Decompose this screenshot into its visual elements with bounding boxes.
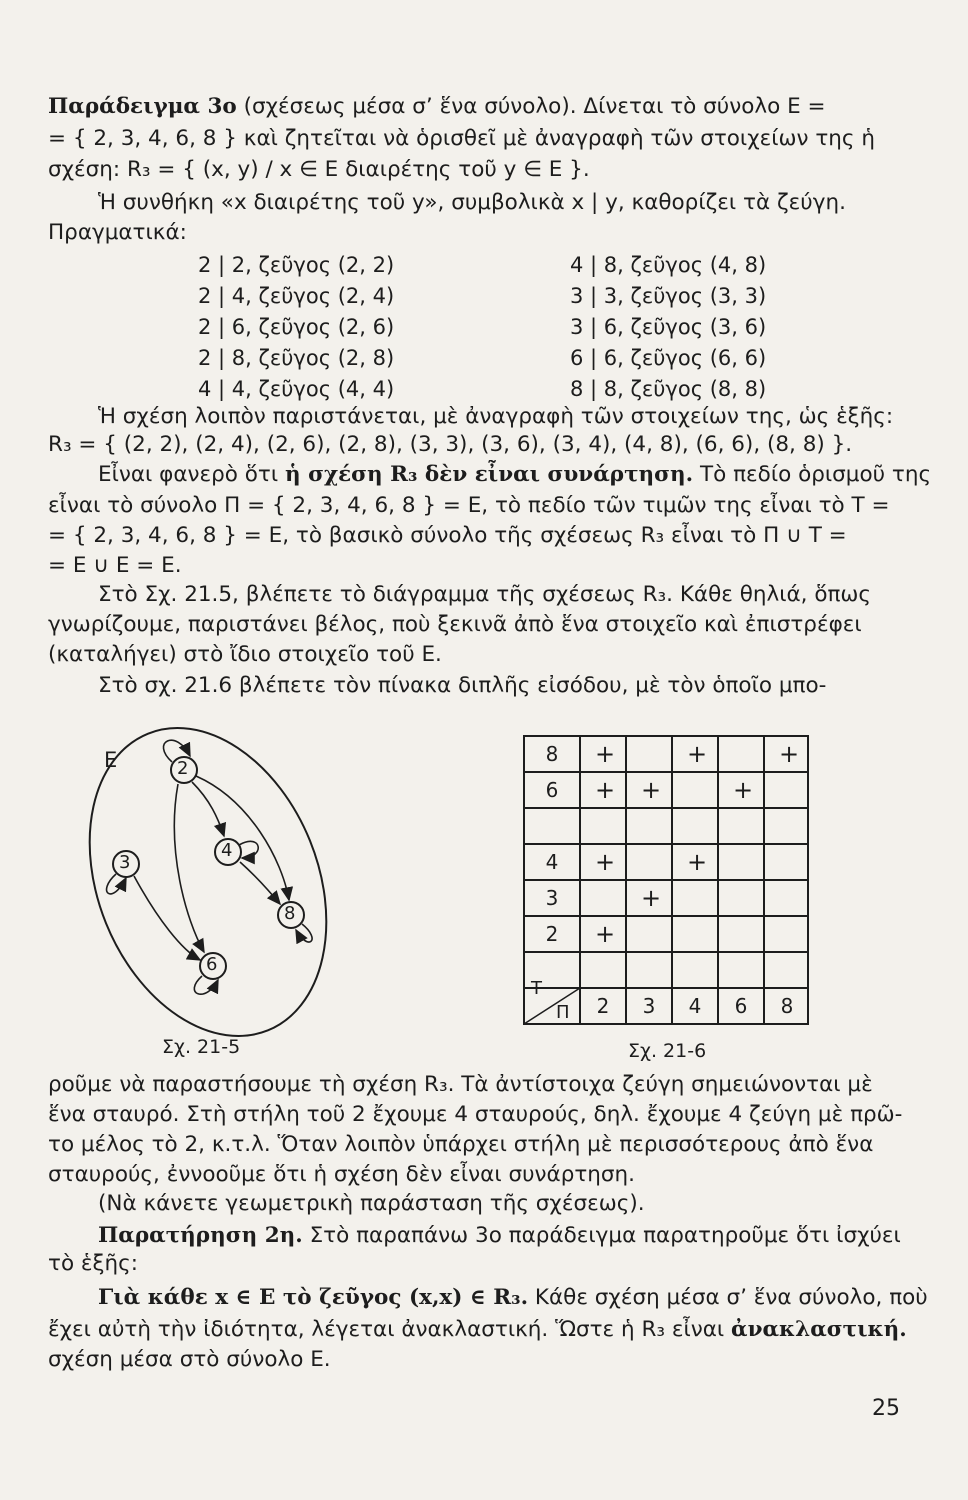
cross-mark-8-8: + — [779, 740, 800, 768]
set-ellipse — [46, 692, 370, 1071]
pair-item: 3 | 6, ζεῦγος (3, 6) — [570, 315, 767, 339]
text-line: Στὸ σχ. 21.6 βλέπετε τὸν πίνακα διπλῆς εἰσόδου, μὲ τὸν ὁποῖο μπο- — [98, 673, 827, 698]
col-label: 8 — [780, 994, 794, 1018]
text-line: Εἶναι φανερὸ ὅτι ἡ σχέση R₃ δὲν εἶναι συνάρτηση. Τὸ πεδίο ὁρισμοῦ της — [98, 462, 932, 487]
text-line: σταυρούς, ἐννοοῦμε ὅτι ἡ σχέση δὲν εἶναι συνάρτηση. — [48, 1162, 636, 1187]
pair-item: 2 | 8, ζεῦγος (2, 8) — [198, 346, 395, 370]
pair-item: 3 | 3, ζεῦγος (3, 3) — [570, 284, 767, 308]
cross-mark-2-4: + — [595, 848, 616, 876]
pair-item: 8 | 8, ζεῦγος (8, 8) — [570, 377, 767, 401]
figure-caption-21-6: Σχ. 21-6 — [628, 1040, 707, 1062]
cross-mark-3-6: + — [641, 776, 662, 804]
text-line: Γιὰ κάθε x ∈ Ε τὸ ζεῦγος (x,x) ∈ R₃. Κάθε σχέση μέσα σ’ ἕνα σύνολο, ποὺ — [98, 1285, 928, 1310]
pair-item: 2 | 6, ζεῦγος (2, 6) — [198, 315, 395, 339]
text-line: (Νὰ κάνετε γεωμετρικὴ παράσταση τῆς σχέσεως). — [98, 1191, 645, 1216]
corner-label-values: Τ — [531, 978, 542, 999]
text-line: Ἡ σχέση λοιπὸν παριστάνεται, μὲ ἀναγραφὴ τῶν στοιχείων της, ὡς ἑξῆς: — [98, 404, 894, 429]
relation-set-line: R₃ = { (2, 2), (2, 4), (2, 6), (2, 8), (3, 3), (3, 6), (3, 4), (4, 8), (6, 6), (8, 8) }. — [48, 432, 853, 457]
node-label: 8 — [284, 903, 296, 924]
remark-label: Παρατήρηση 2η. — [98, 1223, 303, 1248]
row-label: 3 — [545, 886, 559, 910]
text-line: = { 2, 3, 4, 6, 8 } = Ε, τὸ βασικὸ σύνολο τῆς σχέσεως R₃ εἶναι τὸ Π ∪ Τ = — [48, 523, 847, 548]
text-line: ἕνα σταυρό. Στὴ στήλη τοῦ 2 ἔχουμε 4 σταυρούς, δηλ. ἔχουμε 4 ζεύγη μὲ πρῶ- — [48, 1102, 903, 1127]
row-label: 8 — [545, 742, 559, 766]
col-label: 2 — [596, 994, 610, 1018]
example-heading-line: Παράδειγμα 3ο (σχέσεως μέσα σ’ ἕνα σύνολο). Δίνεται τὸ σύνολο Ε = — [48, 94, 826, 119]
pair-item: 6 | 6, ζεῦγος (6, 6) — [570, 346, 767, 370]
example-label: Παράδειγμα 3ο — [48, 94, 237, 119]
node-label: 6 — [206, 954, 218, 975]
page-number: 25 — [872, 1396, 900, 1421]
loop-4 — [239, 841, 258, 858]
reflexive-condition: Γιὰ κάθε x ∈ Ε τὸ ζεῦγος (x,x) ∈ R₃. — [98, 1285, 529, 1310]
cross-mark-3-3: + — [641, 884, 662, 912]
cross-mark-2-6: + — [595, 776, 616, 804]
cross-mark-6-6: + — [733, 776, 754, 804]
text-line: Πραγματικά: — [48, 220, 187, 245]
arrow-2-8 — [196, 776, 289, 900]
cross-mark-2-2: + — [595, 920, 616, 948]
text-line: ροῦμε νὰ παραστήσουμε τὴ σχέση R₃. Τὰ ἀντίστοιχα ζεύγη σημειώνονται μὲ — [48, 1072, 873, 1097]
text-line: Στὸ Σχ. 21.5, βλέπετε τὸ διάγραμμα τῆς σχέσεως R₃. Κάθε θηλιά, ὅπως — [98, 582, 872, 607]
col-label: 4 — [688, 994, 702, 1018]
arrow-2-6 — [174, 784, 204, 952]
node-label: 2 — [177, 758, 189, 779]
text-line: = { 2, 3, 4, 6, 8 } καὶ ζητεῖται νὰ ὁρισθεῖ μὲ ἀναγραφὴ τῶν στοιχείων της ἡ — [48, 126, 876, 151]
text-line: (καταλήγει) στὸ ἴδιο στοιχεῖο τοῦ Ε. — [48, 642, 442, 667]
pair-item: 2 | 2, ζεῦγος (2, 2) — [198, 253, 395, 277]
pair-item: 4 | 8, ζεῦγος (4, 8) — [570, 253, 767, 277]
node-label: 3 — [119, 852, 131, 873]
cross-mark-2-8: + — [595, 740, 616, 768]
arrow-4-8 — [240, 862, 280, 904]
figure-caption-21-5: Σχ. 21-5 — [162, 1036, 241, 1058]
set-label: Ε — [104, 748, 118, 772]
text-line: ἔχει αὐτὴ τὴν ἰδιότητα, λέγεται ἀνακλαστική. Ὥστε ἡ R₃ εἶναι ἀνακλαστική. — [48, 1317, 907, 1342]
bold-statement: ἡ σχέση R₃ δὲν εἶναι συνάρτηση. — [284, 462, 694, 487]
pair-item: 4 | 4, ζεῦγος (4, 4) — [198, 377, 395, 401]
text-line: το μέλος τὸ 2, κ.τ.λ. Ὅταν λοιπὸν ὑπάρχει στήλη μὲ περισσότερους ἀπὸ ἕνα — [48, 1132, 874, 1157]
col-label: 6 — [734, 994, 748, 1018]
row-label: 2 — [545, 922, 559, 946]
row-label: 4 — [545, 850, 559, 874]
corner-label-domain: Π — [556, 1002, 570, 1023]
node-label: 4 — [221, 840, 233, 861]
row-label: 6 — [545, 778, 559, 802]
text-line: σχέση μέσα στὸ σύνολο Ε. — [48, 1347, 331, 1372]
pair-item: 2 | 4, ζεῦγος (2, 4) — [198, 284, 395, 308]
text-line: τὸ ἑξῆς: — [48, 1251, 139, 1276]
cross-mark-4-4: + — [687, 848, 708, 876]
cross-mark-4-8: + — [687, 740, 708, 768]
text-line: γνωρίζουμε, παριστάνει βέλος, ποὺ ξεκινᾶ ἀπὸ ἕνα στοιχεῖο καὶ ἐπιστρέφει — [48, 612, 862, 637]
text-line: εἶναι τὸ σύνολο Π = { 2, 3, 4, 6, 8 } = Ε, τὸ πεδίο τῶν τιμῶν της εἶναι τὸ Τ = — [48, 493, 890, 518]
reflexive-term: ἀνακλαστική. — [731, 1317, 907, 1342]
remark-heading-line: Παρατήρηση 2η. Στὸ παραπάνω 3ο παράδειγμα παρατηροῦμε ὅτι ἰσχύει — [98, 1223, 901, 1248]
text-line: = Ε ∪ Ε = Ε. — [48, 553, 182, 578]
col-label: 3 — [642, 994, 656, 1018]
text-line: σχέση: R₃ = { (x, y) / x ∈ Ε διαιρέτης τοῦ y ∈ Ε }. — [48, 157, 590, 182]
text-line: Ἡ συνθήκη «x διαιρέτης τοῦ y», συμβολικὰ x | y, καθορίζει τὰ ζεύγη. — [98, 190, 846, 215]
